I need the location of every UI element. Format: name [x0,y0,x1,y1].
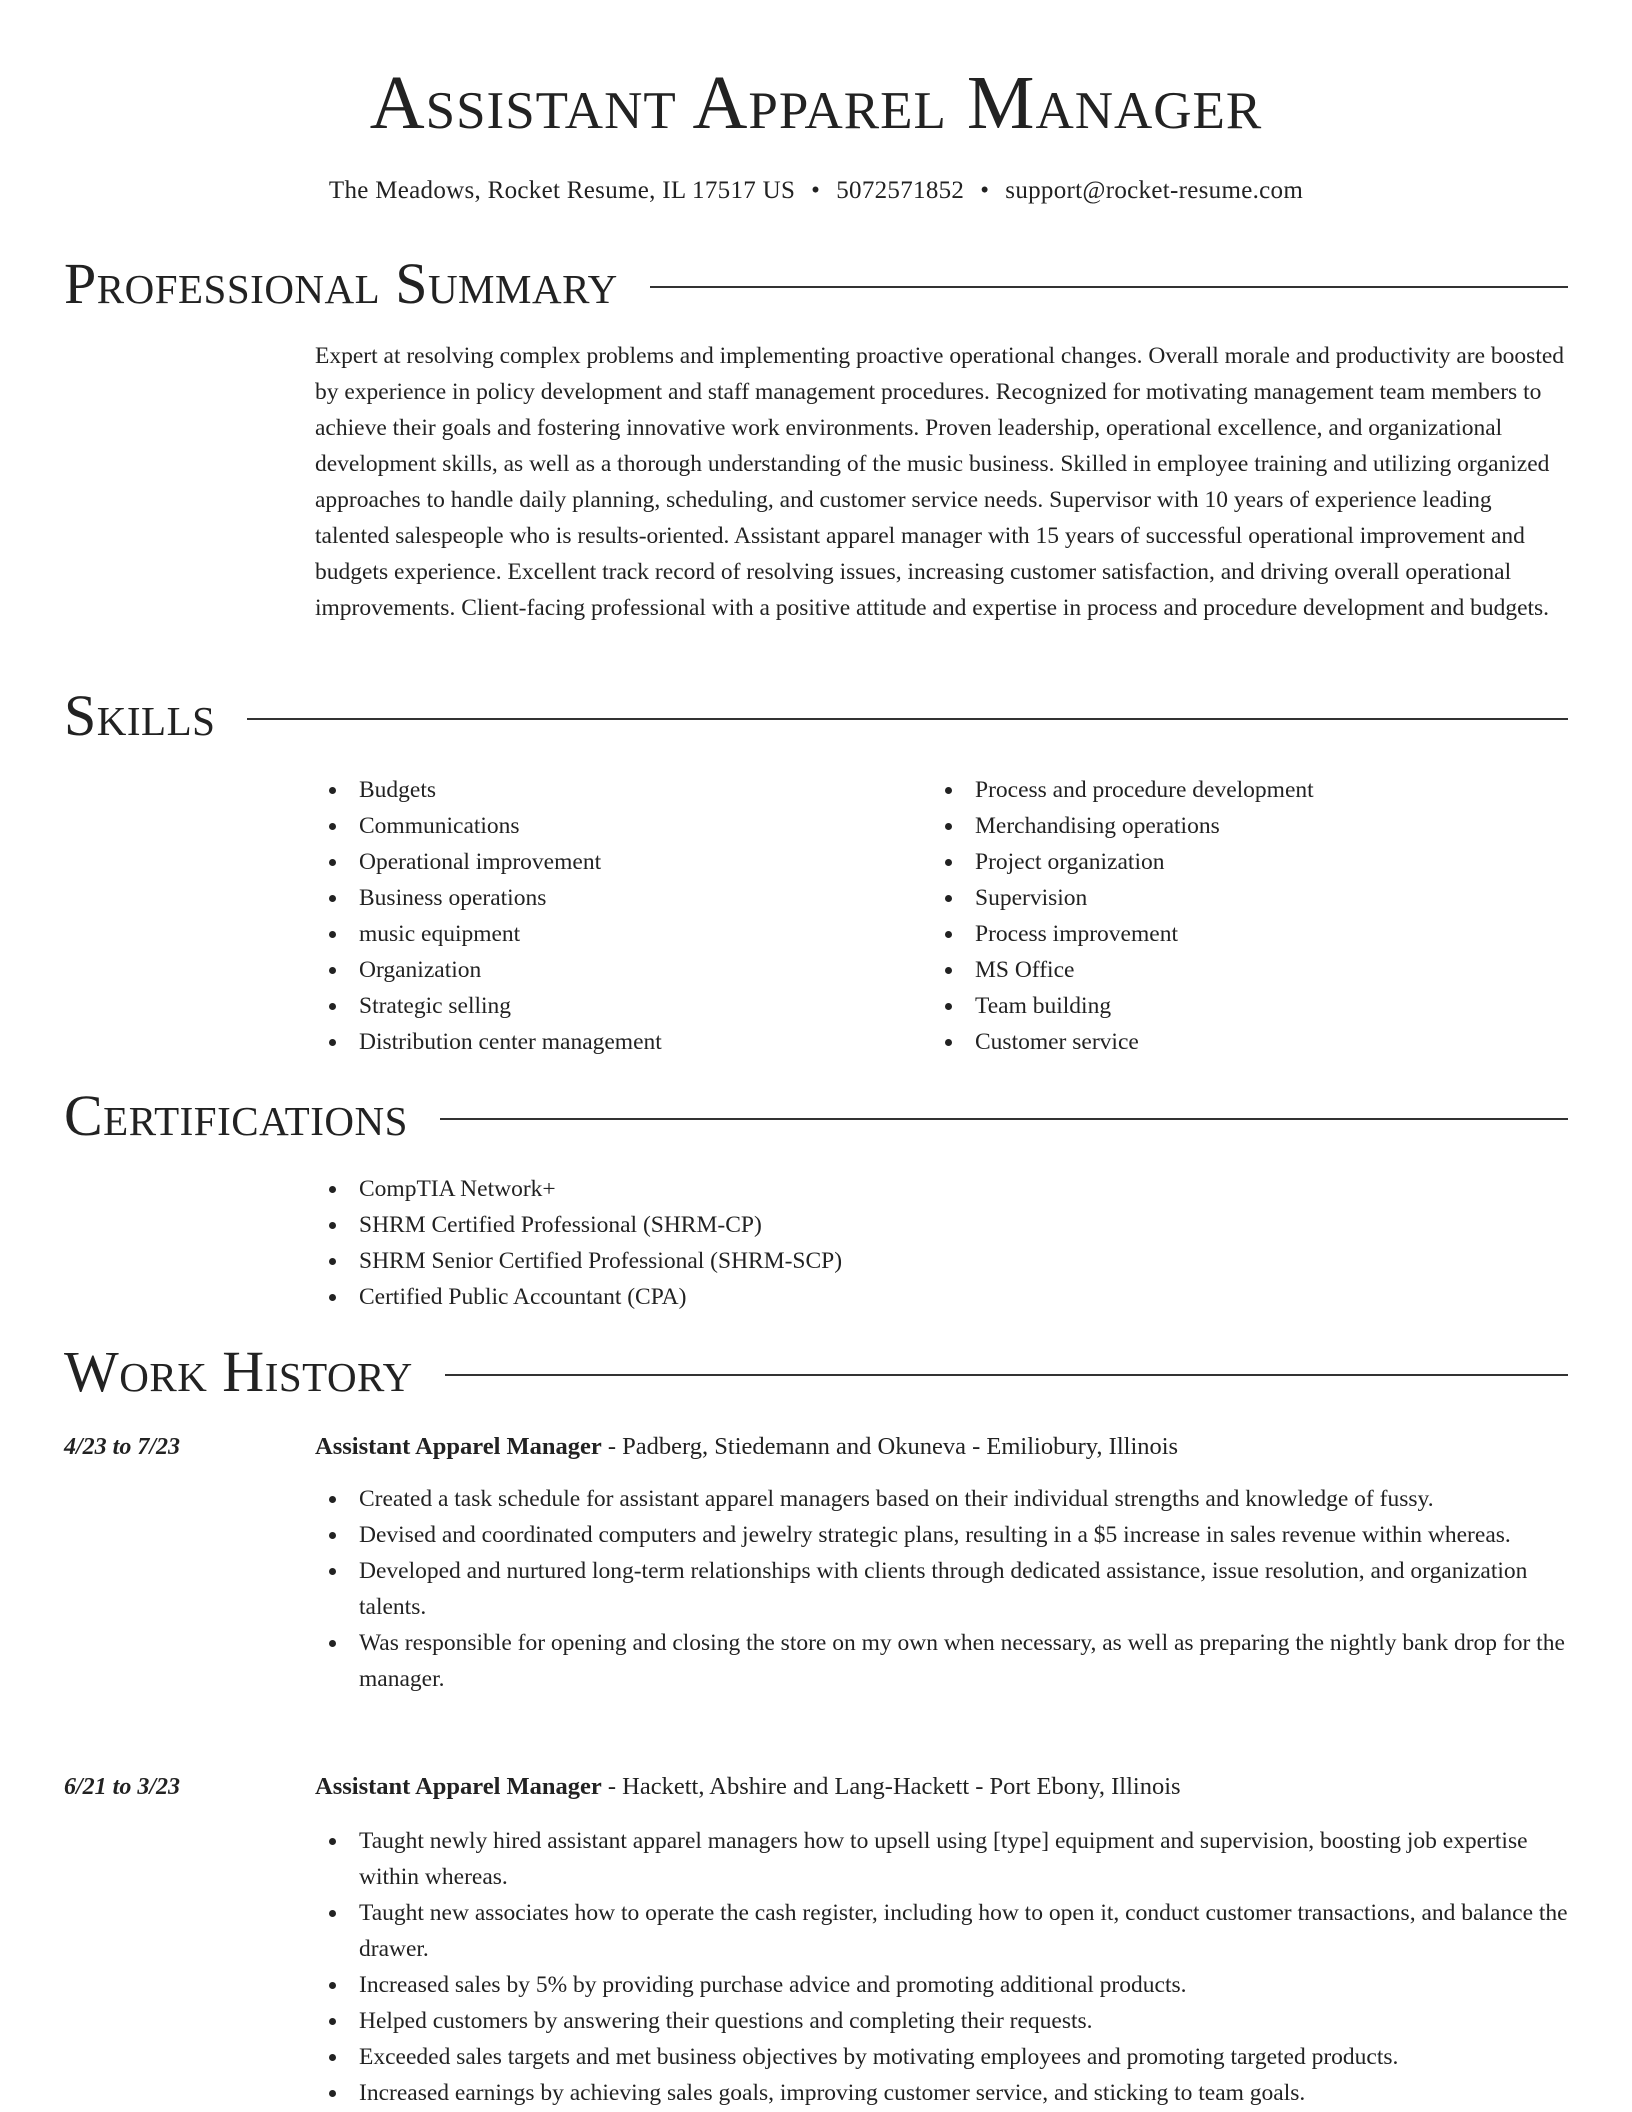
section-divider [440,1118,1568,1120]
summary-text: Expert at resolving complex problems and implementing proactive operational changes. Overall morale and productivity are boosted by experience in policy development and staff management procedures. Recognized for motivating management team members to achieve their goals and fostering innovative work environments. Proven leadership, operational excellence, and organizational development skills, as well as a thorough understanding of the music business. Skilled in employee training and utilizing organized approaches to handle daily planning, scheduling, and customer service needs. Supervisor with 10 years of experience leading talented salespeople who is results-oriented. Assistant apparel manager with 15 years of successful operational improvement and budgets experience. Excellent track record of resolving issues, increasing customer satisfaction, and driving overall operational improvements. Client-facing professional with a positive attitude and expertise in process and procedure development and budgets. [315,343,1565,621]
job-heading [315,1429,1569,1465]
skill-item: Project organization [931,844,1531,880]
job-duty-item: Increased sales by 5% by providing purchase advice and promoting additional products. [315,1967,1569,2003]
skills-section-header [64,684,1568,748]
certification-item: SHRM Senior Certified Professional (SHRM-SCP) [315,1243,1569,1279]
contact-separator: • [811,177,821,204]
job-heading [315,1769,1569,1805]
contact-separator: • [980,177,990,204]
work-history-heading: Work History [64,1339,413,1404]
section-divider [650,286,1568,288]
skill-item: Organization [315,952,915,988]
email-address: support@rocket-resume.com [1005,177,1304,204]
skill-item: Business operations [315,880,915,916]
job-duties-list [315,1481,1569,1697]
job-duty-item: Taught newly hired assistant apparel managers how to upsell using [type] equipment and supervision, boosting job expertise within whereas. [315,1823,1569,1895]
summary-section-header [64,252,1568,316]
skill-item: Process and procedure development [931,772,1531,808]
job-employer-location: - Hackett, Abshire and Lang-Hackett - Port Ebony, Illinois [601,1773,1181,1800]
certification-item: SHRM Certified Professional (SHRM-CP) [315,1207,1569,1243]
skill-item: Communications [315,808,915,844]
skill-item: Strategic selling [315,988,915,1024]
work-history-section-header [64,1340,1568,1404]
skill-item: Budgets [315,772,915,808]
skill-item: music equipment [315,916,915,952]
skill-item: Supervision [931,880,1531,916]
skill-item: Operational improvement [315,844,915,880]
address: The Meadows, Rocket Resume, IL 17517 US [328,177,796,204]
job-duty-item: Taught new associates how to operate the cash register, including how to open it, conduct customer transactions, and balance the drawer. [315,1895,1569,1967]
job-duty-item: Was responsible for opening and closing the store on my own when necessary, as well as preparing the nightly bank drop for the manager. [315,1625,1569,1697]
skill-item: MS Office [931,952,1531,988]
skill-item: Merchandising operations [931,808,1531,844]
certifications-section-header [64,1084,1568,1148]
skills-list-left [315,772,915,1060]
skills-heading: Skills [64,683,216,748]
job-duty-item: Developed and nurtured long-term relationships with clients through dedicated assistance, issue resolution, and organization talents. [315,1553,1569,1625]
job-duties-list [315,1823,1569,2111]
summary-heading: Professional Summary [64,251,618,316]
job-employer-location: - Padberg, Stiedemann and Okuneva - Emiliobury, Illinois [601,1433,1179,1460]
skills-list-right [931,772,1531,1060]
skill-item: Process improvement [931,916,1531,952]
job-dates: 6/21 to 3/23 [64,1774,181,1800]
applicant-name: Assistant Apparel Manager [369,61,1263,145]
section-divider [247,718,1568,720]
contact-line [0,176,1632,206]
certification-item: Certified Public Accountant (CPA) [315,1279,1569,1315]
job-title: Assistant Apparel Manager [315,1773,602,1800]
job-duty-item: Increased earnings by achieving sales goals, improving customer service, and sticking to team goals. [315,2075,1569,2111]
job-duty-item: Exceeded sales targets and met business objectives by motivating employees and promoting targeted products. [315,2039,1569,2075]
skill-item: Team building [931,988,1531,1024]
skill-item: Distribution center management [315,1024,915,1060]
job-duty-item: Created a task schedule for assistant apparel managers based on their individual strengths and knowledge of fussy. [315,1481,1569,1517]
certifications-heading: Certifications [64,1083,408,1148]
job-duty-item: Helped customers by answering their questions and completing their requests. [315,2003,1569,2039]
section-divider [445,1374,1568,1376]
certification-item: CompTIA Network+ [315,1171,1569,1207]
skill-item: Customer service [931,1024,1531,1060]
job-title: Assistant Apparel Manager [315,1433,602,1460]
phone-number: 5072571852 [836,177,965,204]
job-dates: 4/23 to 7/23 [64,1434,181,1460]
certifications-list [315,1171,1569,1315]
job-duty-item: Devised and coordinated computers and jewelry strategic plans, resulting in a $5 increase in sales revenue within whereas. [315,1517,1569,1553]
